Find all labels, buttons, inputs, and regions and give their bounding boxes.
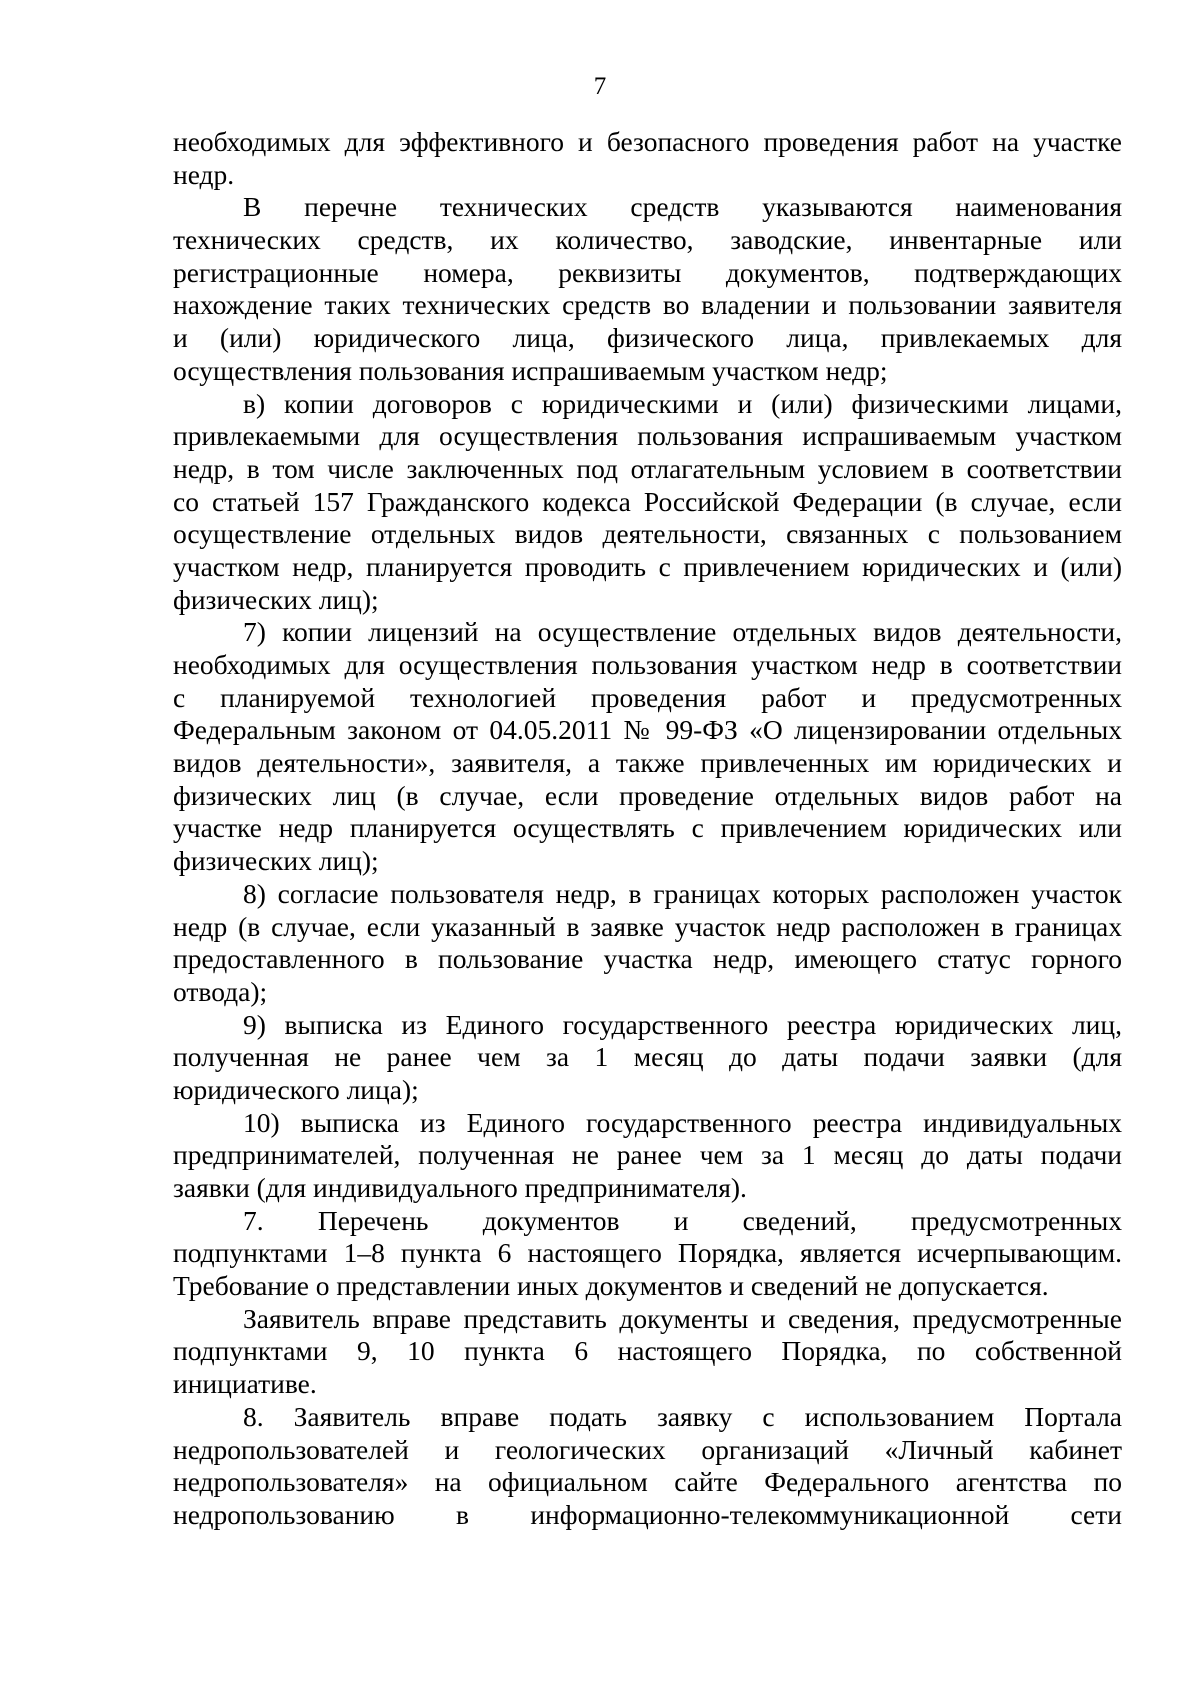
text-line: участком недр, планируется проводить с привлечением юридических и (или) <box>173 550 1122 582</box>
text-line: видов деятельности», заявителя, а также привлеченных им юридических и <box>173 747 1122 779</box>
text-line: участке недр планируется осуществлять с привлечением юридических или <box>173 812 1122 844</box>
text-line: 10) выписка из Единого государственного реестра индивидуальных <box>243 1106 1122 1138</box>
text-line: 8. Заявитель вправе подать заявку с использованием Портала <box>243 1400 1122 1432</box>
text-line: с планируемой технологией проведения работ и предусмотренных <box>173 681 1122 713</box>
text-line: физических лиц); <box>173 845 379 877</box>
text-line: и (или) юридического лица, физического лица, привлекаемых для <box>173 322 1122 354</box>
text-line: предоставленного в пользование участка недр, имеющего статус горного <box>173 943 1122 975</box>
text-line: недр. <box>173 158 235 190</box>
text-line: недропользователей и геологических организаций «Личный кабинет <box>173 1433 1122 1465</box>
text-line: необходимых для эффективного и безопасного проведения работ на участке <box>173 126 1122 157</box>
text-line: 9) выписка из Единого государственного реестра юридических лиц, <box>243 1008 1122 1040</box>
text-line: физических лиц (в случае, если проведение отдельных видов работ на <box>173 779 1122 811</box>
document-body <box>173 126 1122 1532</box>
text-line: необходимых для осуществления пользования участком недр в соответствии <box>173 649 1122 680</box>
text-line: нахождение таких технических средств во владении и пользовании заявителя <box>173 289 1122 321</box>
text-line: осуществление отдельных видов деятельности, связанных с пользованием <box>173 518 1122 550</box>
text-line: Заявитель вправе представить документы и сведения, предусмотренные <box>243 1302 1122 1334</box>
text-line: 7) копии лицензий на осуществление отдельных видов деятельности, <box>243 616 1122 648</box>
text-line: недропользователя» на официальном сайте Федерального агентства по <box>173 1466 1122 1498</box>
text-line: полученная не ранее чем за 1 месяц до даты подачи заявки (для <box>173 1041 1122 1073</box>
text-line: недропользованию в информационно-телекоммуникационной сети <box>173 1498 1122 1530</box>
text-line: подпунктами 9, 10 пункта 6 настоящего Порядка, по собственной <box>173 1335 1122 1367</box>
text-line: физических лиц); <box>173 583 379 615</box>
text-line: 8) согласие пользователя недр, в границах которых расположен участок <box>243 877 1122 909</box>
text-line: подпунктами 1–8 пункта 6 настоящего Порядка, является исчерпывающим. <box>173 1237 1122 1269</box>
text-line: недр (в случае, если указанный в заявке участок недр расположен в границах <box>173 910 1122 942</box>
page-number: 7 <box>593 73 607 100</box>
text-line: предпринимателей, полученная не ранее чем за 1 месяц до даты подачи <box>173 1139 1122 1171</box>
text-line: 7. Перечень документов и сведений, предусмотренных <box>243 1204 1122 1236</box>
text-line: технических средств, их количество, заводские, инвентарные или <box>173 224 1122 256</box>
text-line: Требование о представлении иных документов и сведений не допускается. <box>173 1270 1049 1302</box>
text-line: осуществления пользования испрашиваемым участком недр; <box>173 354 888 386</box>
text-line: Федеральным законом от 04.05.2011 № 99-ФЗ «О лицензировании отдельных <box>173 714 1122 746</box>
text-line: заявки (для индивидуального предпринимателя). <box>173 1172 747 1203</box>
text-line: привлекаемыми для осуществления пользования испрашиваемым участком <box>173 420 1122 452</box>
text-line: инициативе. <box>173 1368 317 1400</box>
text-line: В перечне технических средств указываются наименования <box>243 191 1122 223</box>
text-line: регистрационные номера, реквизиты документов, подтверждающих <box>173 256 1122 288</box>
text-line: недр, в том числе заключенных под отлагательным условием в соответствии <box>173 452 1122 484</box>
text-line: отвода); <box>173 975 268 1007</box>
text-line: юридического лица); <box>173 1073 419 1105</box>
text-line: со статьей 157 Гражданского кодекса Российской Федерации (в случае, если <box>173 485 1122 517</box>
text-line: в) копии договоров с юридическими и (или) физическими лицами, <box>243 387 1122 419</box>
